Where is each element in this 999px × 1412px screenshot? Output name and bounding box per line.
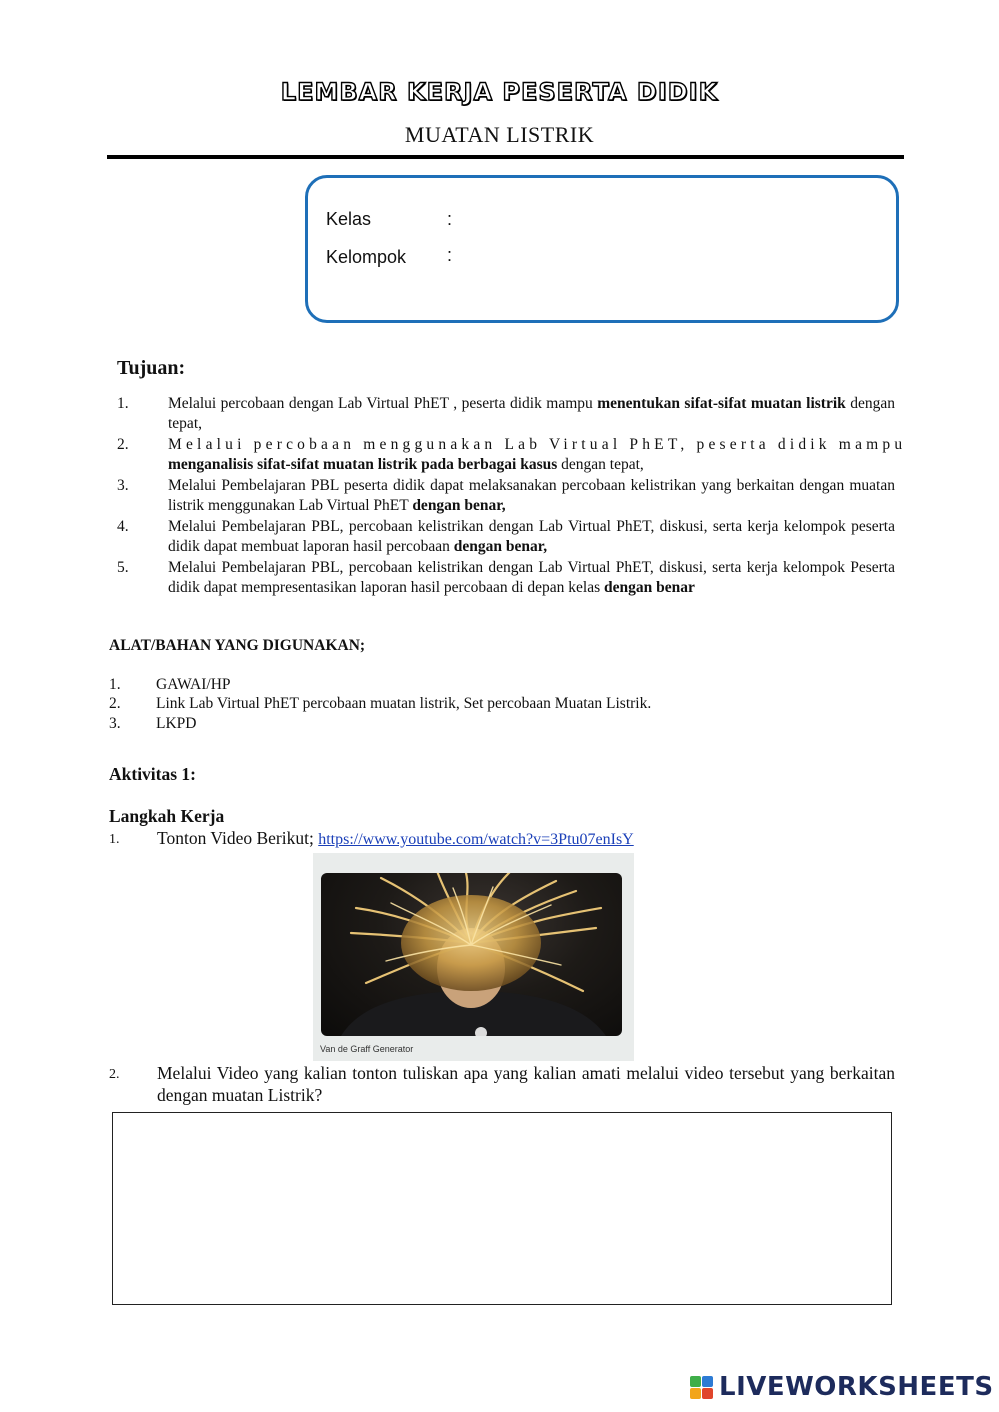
kelas-input[interactable] — [462, 206, 862, 232]
goal-text-bold: menentukan sifat-sifat muatan listrik — [597, 395, 846, 412]
video-caption: Van de Graff Generator — [320, 1044, 414, 1054]
video-screen — [321, 873, 622, 1036]
goal-number: 4. — [117, 518, 129, 535]
goal-item — [117, 435, 907, 475]
alat-text: Link Lab Virtual PhET percobaan muatan listrik, Set percobaan Muatan Listrik. — [156, 695, 652, 712]
goal-text: Melalui percobaan menggunakan Lab Virtual PhET, peserta didik mampu — [168, 436, 907, 453]
goal-text-bold: dengan benar, — [453, 538, 548, 555]
alat-text: GAWAI/HP — [156, 676, 231, 693]
worksheet-title: LEMBAR KERJA PESERTA DIDIK — [280, 78, 719, 106]
aktivitas-heading: Aktivitas 1: — [109, 764, 197, 784]
kelompok-input[interactable] — [462, 244, 862, 270]
logo-square — [690, 1388, 701, 1399]
liveworksheets-brand — [690, 1370, 994, 1404]
goal-text: Melalui Pembelajaran PBL, percobaan kelistrikan dengan Lab Virtual PhET, diskusi, serta kerja kelompok peserta didik dapat membuat laporan hasil percobaan — [168, 518, 895, 555]
step-text: Tonton Video Berikut; — [157, 828, 319, 848]
kelompok-label: Kelompok — [326, 247, 407, 267]
langkah-kerja-heading: Langkah Kerja — [109, 806, 225, 826]
tujuan-heading: Tujuan: — [117, 357, 186, 379]
goal-number: 2. — [117, 436, 129, 453]
alat-item — [109, 676, 231, 694]
alat-heading: ALAT/BAHAN YANG DIGUNAKAN; — [109, 637, 366, 654]
goal-text: Melalui Pembelajaran PBL peserta didik dapat melaksanakan percobaan kelistrikan yang berkaitan dengan muatan listrik menggunakan Lab Virtual PhET — [168, 477, 895, 514]
goal-item — [117, 476, 895, 516]
goal-number: 1. — [117, 395, 129, 412]
alat-number: 3. — [109, 715, 121, 732]
goal-text: Melalui Pembelajaran PBL, percobaan kelistrikan dengan Lab Virtual PhET, diskusi, serta kerja kelompok Peserta didik dapat mempresentasikan laporan hasil percobaan di depan kelas — [168, 559, 895, 596]
alat-text: LKPD — [156, 715, 197, 732]
goal-text-bold: dengan benar, — [412, 497, 506, 514]
step-number: 2. — [109, 1067, 120, 1082]
step-text: Melalui Video yang kalian tonton tuliskan apa yang kalian amati melalui video tersebut yang berkaitan dengan muatan Listrik? — [157, 1063, 895, 1105]
answer-textbox[interactable] — [112, 1112, 892, 1305]
goal-text: Melalui percobaan dengan Lab Virtual PhET , peserta didik mampu — [168, 395, 598, 412]
goal-item — [117, 517, 895, 557]
video-thumbnail[interactable] — [313, 853, 634, 1061]
liveworksheets-logo-icon — [690, 1376, 713, 1399]
alat-item — [109, 695, 651, 713]
goal-item — [117, 558, 895, 598]
alat-number: 2. — [109, 695, 121, 712]
goal-number: 3. — [117, 477, 129, 494]
hair-image — [321, 873, 622, 1036]
kelompok-colon: : — [447, 245, 453, 265]
logo-square — [690, 1376, 701, 1387]
step-item — [109, 827, 895, 851]
worksheet-subtitle: MUATAN LISTRIK — [404, 122, 595, 147]
step-number: 1. — [109, 832, 120, 847]
liveworksheets-wordmark: LIVEWORKSHEETS — [719, 1372, 994, 1402]
goal-text-bold: menganalisis sifat-sifat muatan listrik pada berbagai kasus — [168, 456, 558, 473]
goal-text-end: dengan tepat, — [168, 395, 895, 432]
alat-number: 1. — [109, 676, 121, 693]
goal-text-end: dengan tepat, — [557, 456, 644, 473]
step-item — [109, 1062, 895, 1106]
header-divider — [107, 155, 904, 159]
video-link[interactable]: https://www.youtube.com/watch?v=3Ptu07enIsY — [318, 831, 634, 848]
goal-text-bold: dengan benar — [604, 579, 695, 596]
logo-square — [702, 1376, 713, 1387]
kelas-label: Kelas — [326, 209, 372, 229]
goal-item — [117, 394, 895, 434]
kelas-colon: : — [447, 209, 453, 229]
alat-item — [109, 715, 196, 733]
logo-square — [702, 1388, 713, 1399]
goal-number: 5. — [117, 559, 129, 576]
